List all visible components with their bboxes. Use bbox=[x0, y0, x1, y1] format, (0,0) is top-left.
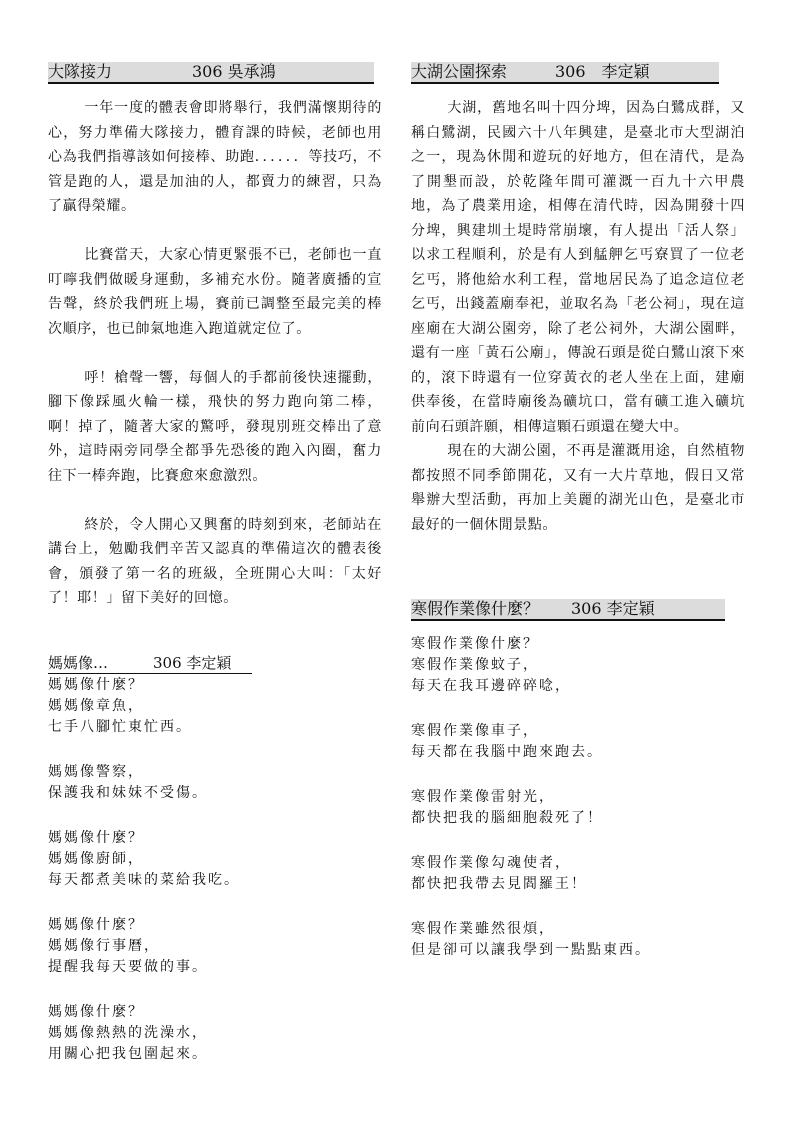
lake-paragraph-2: 現在的大湖公園，不再是灌溉用途，自然植物都按照不同季節開花，又有一大片草地，假日又常舉辦大型活動，再加上美麗的湖光山色，是臺北市最好的一個休閒景點。 bbox=[411, 443, 745, 533]
poem-line: 寒假作業像蚊子， bbox=[411, 657, 539, 673]
poem-line: 寒假作業雖然很煩， bbox=[411, 921, 555, 937]
homework-poem-title: 寒假作業像什麼？ 306 李定穎 bbox=[411, 599, 725, 621]
poem-line: 保護我和妹妹不受傷。 bbox=[48, 785, 208, 801]
poem-line: 媽媽像警察， bbox=[48, 764, 144, 780]
relay-paragraph-2: 比賽當天，大家心情更緊張不已，老師也一直叮嚀我們做暖身運動，多補充水份。隨著廣播的宣告聲，終於我們班上場，賽前已調整至最完美的棒次順序，也已帥氣地進入跑道就定位了。 bbox=[48, 247, 382, 337]
homework-poem-body bbox=[411, 634, 741, 985]
poem-line: 每天在我耳邊碎碎唸， bbox=[411, 678, 571, 694]
poem-line: 媽媽像什麼？ bbox=[48, 1004, 144, 1020]
lake-paragraph-1: 大湖，舊地名叫十四分埤，因為白鷺成群，又稱白鷺湖，民國六十八年興建，是臺北市大型湖泊之一，現為休閒和遊玩的好地方，但在清代，是為了開墾而設，於乾隆年間可灌溉一百九十六甲農地，為了農業用途，相傳在清代時，因為開發十四分埤，興建圳土堤時常崩壞，有人提出「活人祭」以求工程順利，於是有人到艋舺乞丐寮買了一位老乞丐，將他給水利工程，當地居民為了追念這位老乞丐，出錢蓋廟奉祀，並取名為「老公祠」，現在這座廟在大湖公園旁，除了老公祠外，大湖公園畔，還有一座「黃石公廟」，傳說石頭是從白鷺山滾下來的，滾下時還有一位穿黃衣的老人坐在上面，建廟供奉後，在當時廟後為礦坑口，當有礦工進入礦坑前向石頭許願，相傳這顆石頭還在變大中。 bbox=[411, 100, 745, 435]
poem-line: 都快把我的腦細胞殺死了！ bbox=[411, 810, 603, 826]
poem-line: 提醒我每天要做的事。 bbox=[48, 959, 208, 975]
lake-article-title: 大湖公園探索 306 李定穎 bbox=[411, 62, 719, 84]
mama-stanza-1 bbox=[48, 675, 378, 738]
relay-paragraph-1: 一年一度的體表會即將舉行，我們滿懷期待的心，努力準備大隊接力，體育課的時候，老師也用心為我們指導該如何接棒、助跑．．．．．．等技巧，不管是跑的人，還是加油的人，都賣力的練習，只為了贏得榮耀。 bbox=[48, 100, 382, 214]
poem-line: 媽媽像熱熱的洗澡水， bbox=[48, 1025, 208, 1041]
poem-line: 但是卻可以讓我學到一點點東西。 bbox=[411, 942, 651, 958]
lake-article-body bbox=[411, 96, 745, 537]
poem-line: 七手八腳忙東忙西。 bbox=[48, 719, 192, 735]
homework-stanza-2 bbox=[411, 721, 741, 763]
mama-stanza-2 bbox=[48, 762, 378, 804]
relay-article-body bbox=[48, 96, 382, 611]
homework-stanza-1 bbox=[411, 634, 741, 697]
homework-stanza-5 bbox=[411, 919, 741, 961]
homework-stanza-4 bbox=[411, 853, 741, 895]
poem-line: 媽媽像章魚， bbox=[48, 698, 144, 714]
poem-line: 媽媽像行事曆， bbox=[48, 938, 160, 954]
relay-paragraph-3: 呼！槍聲一響，每個人的手都前後快速擺動，腳下像踩風火輪一樣，飛快的努力跑向第二棒，啊！掉了，隨著大家的驚呼，發現別班交棒出了意外，這時兩旁同學全都爭先恐後的跑入內圈，奮力往下一棒奔跑，比賽愈來愈激烈。 bbox=[48, 369, 382, 484]
poem-line: 用關心把我包圍起來。 bbox=[48, 1046, 208, 1062]
mama-poem-body bbox=[48, 675, 378, 1089]
mama-stanza-4 bbox=[48, 915, 378, 978]
poem-line: 媽媽像什麼？ bbox=[48, 917, 144, 933]
relay-article-title: 大隊接力 306 吳承鴻 bbox=[48, 62, 374, 84]
poem-line: 每天都在我腦中跑來跑去。 bbox=[411, 744, 603, 760]
mama-stanza-5 bbox=[48, 1002, 378, 1065]
mama-poem-title: 媽媽像… 306 李定穎 bbox=[48, 653, 252, 674]
poem-line: 寒假作業像車子， bbox=[411, 723, 539, 739]
poem-line: 寒假作業像勾魂使者， bbox=[411, 855, 571, 871]
relay-paragraph-4: 終於，令人開心又興奮的時刻到來，老師站在講台上，勉勵我們辛苦又認真的準備這次的體表後會，頒發了第一名的班級，全班開心大叫：「太好了！耶！」留下美好的回憶。 bbox=[48, 516, 382, 606]
poem-line: 媽媽像廚師， bbox=[48, 851, 144, 867]
poem-line: 寒假作業像什麼？ bbox=[411, 636, 539, 652]
poem-line: 媽媽像什麼？ bbox=[48, 830, 144, 846]
homework-stanza-3 bbox=[411, 787, 741, 829]
poem-line: 寒假作業像雷射光， bbox=[411, 789, 555, 805]
poem-line: 每天都煮美味的菜給我吃。 bbox=[48, 872, 240, 888]
poem-line: 媽媽像什麼？ bbox=[48, 677, 144, 693]
mama-stanza-3 bbox=[48, 828, 378, 891]
poem-line: 都快把我帶去見閻羅王！ bbox=[411, 876, 587, 892]
